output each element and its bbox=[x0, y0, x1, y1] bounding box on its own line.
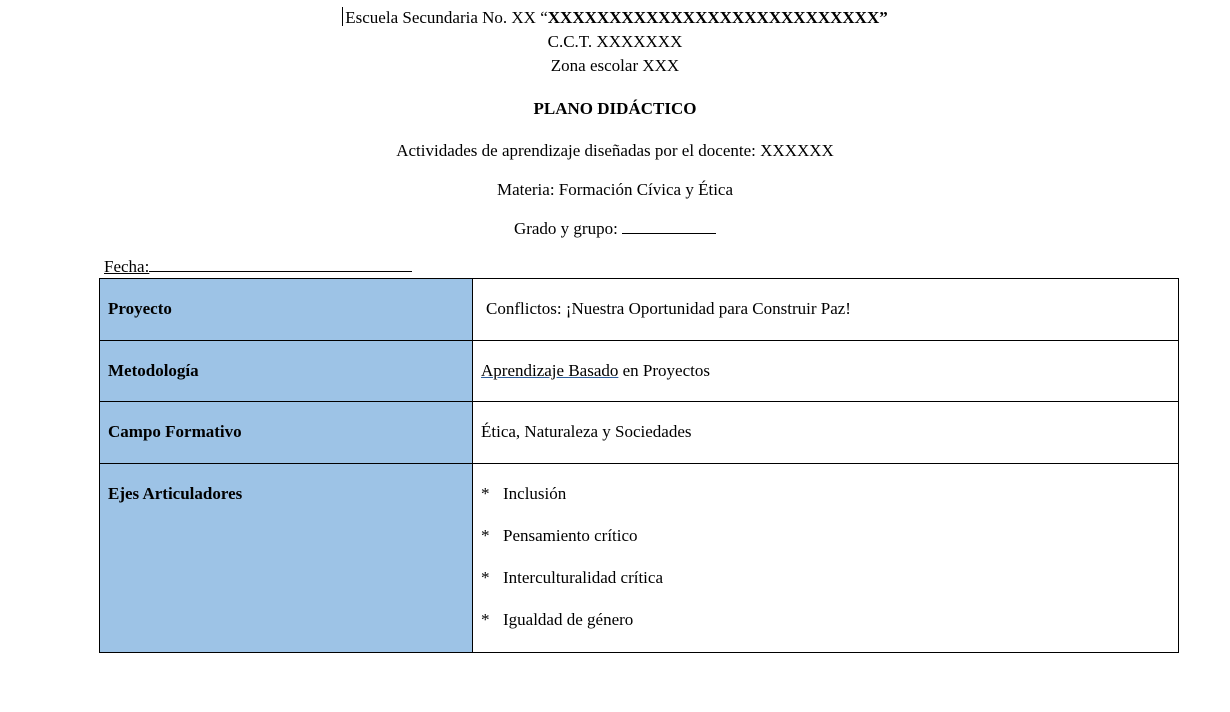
fecha-label: Fecha: bbox=[104, 257, 150, 276]
plan-table bbox=[99, 278, 1179, 653]
ejes-list bbox=[481, 484, 1170, 652]
eje-text: Igualdad de género bbox=[503, 610, 634, 629]
school-prefix: Escuela Secundaria No. XX “ bbox=[345, 8, 548, 27]
list-item bbox=[481, 484, 1170, 526]
list-item bbox=[481, 568, 1170, 610]
docente-line: Actividades de aprendizaje diseñadas por el docente: XXXXXX bbox=[396, 141, 834, 160]
ejes-label: Ejes Articuladores bbox=[100, 464, 473, 653]
school-line bbox=[0, 7, 1230, 28]
bullet-star: * bbox=[481, 610, 490, 629]
fecha-blank[interactable] bbox=[149, 257, 412, 272]
bullet-star: * bbox=[481, 526, 490, 545]
table-row-ejes bbox=[100, 464, 1179, 653]
proyecto-value: Conflictos: ¡Nuestra Oportunidad para Construir Paz! bbox=[486, 299, 851, 318]
campo-formativo-label: Campo Formativo bbox=[100, 402, 473, 464]
document-title: PLANO DIDÁCTICO bbox=[533, 99, 697, 118]
eje-text: Inclusión bbox=[503, 484, 567, 503]
proyecto-label: Proyecto bbox=[100, 279, 473, 341]
bullet-star: * bbox=[481, 568, 490, 587]
list-item bbox=[481, 526, 1170, 568]
metodologia-underlined-text: Aprendizaje Basado bbox=[481, 361, 619, 380]
campo-formativo-value[interactable]: Ética, Naturaleza y Sociedades bbox=[473, 402, 1179, 464]
text-cursor bbox=[342, 7, 343, 26]
metodologia-value-cell[interactable] bbox=[473, 341, 1179, 402]
grupo-blank[interactable] bbox=[660, 219, 716, 234]
grado-blank[interactable] bbox=[622, 219, 660, 234]
ejes-value-cell[interactable] bbox=[473, 464, 1179, 653]
metodologia-label: Metodología bbox=[100, 341, 473, 402]
list-item bbox=[481, 610, 1170, 652]
zona-line: Zona escolar XXX bbox=[550, 56, 680, 75]
grado-label: Grado y grupo: bbox=[513, 219, 623, 238]
metodologia-value-rest: en Proyectos bbox=[618, 361, 710, 380]
bullet-star: * bbox=[481, 484, 490, 503]
eje-text: Interculturalidad crítica bbox=[503, 568, 663, 587]
cct-line: C.C.T. XXXXXXX bbox=[547, 32, 683, 51]
table-row-campo-formativo bbox=[100, 402, 1179, 464]
proyecto-value-cell[interactable] bbox=[473, 279, 1179, 341]
fecha-line bbox=[104, 257, 412, 277]
eje-text: Pensamiento crítico bbox=[503, 526, 638, 545]
table-row-metodologia bbox=[100, 341, 1179, 402]
materia-line: Materia: Formación Cívica y Ética bbox=[496, 180, 734, 199]
grado-line bbox=[0, 219, 1230, 239]
school-name: XXXXXXXXXXXXXXXXXXXXXXXXXXX” bbox=[547, 8, 888, 27]
table-row-proyecto bbox=[100, 279, 1179, 341]
